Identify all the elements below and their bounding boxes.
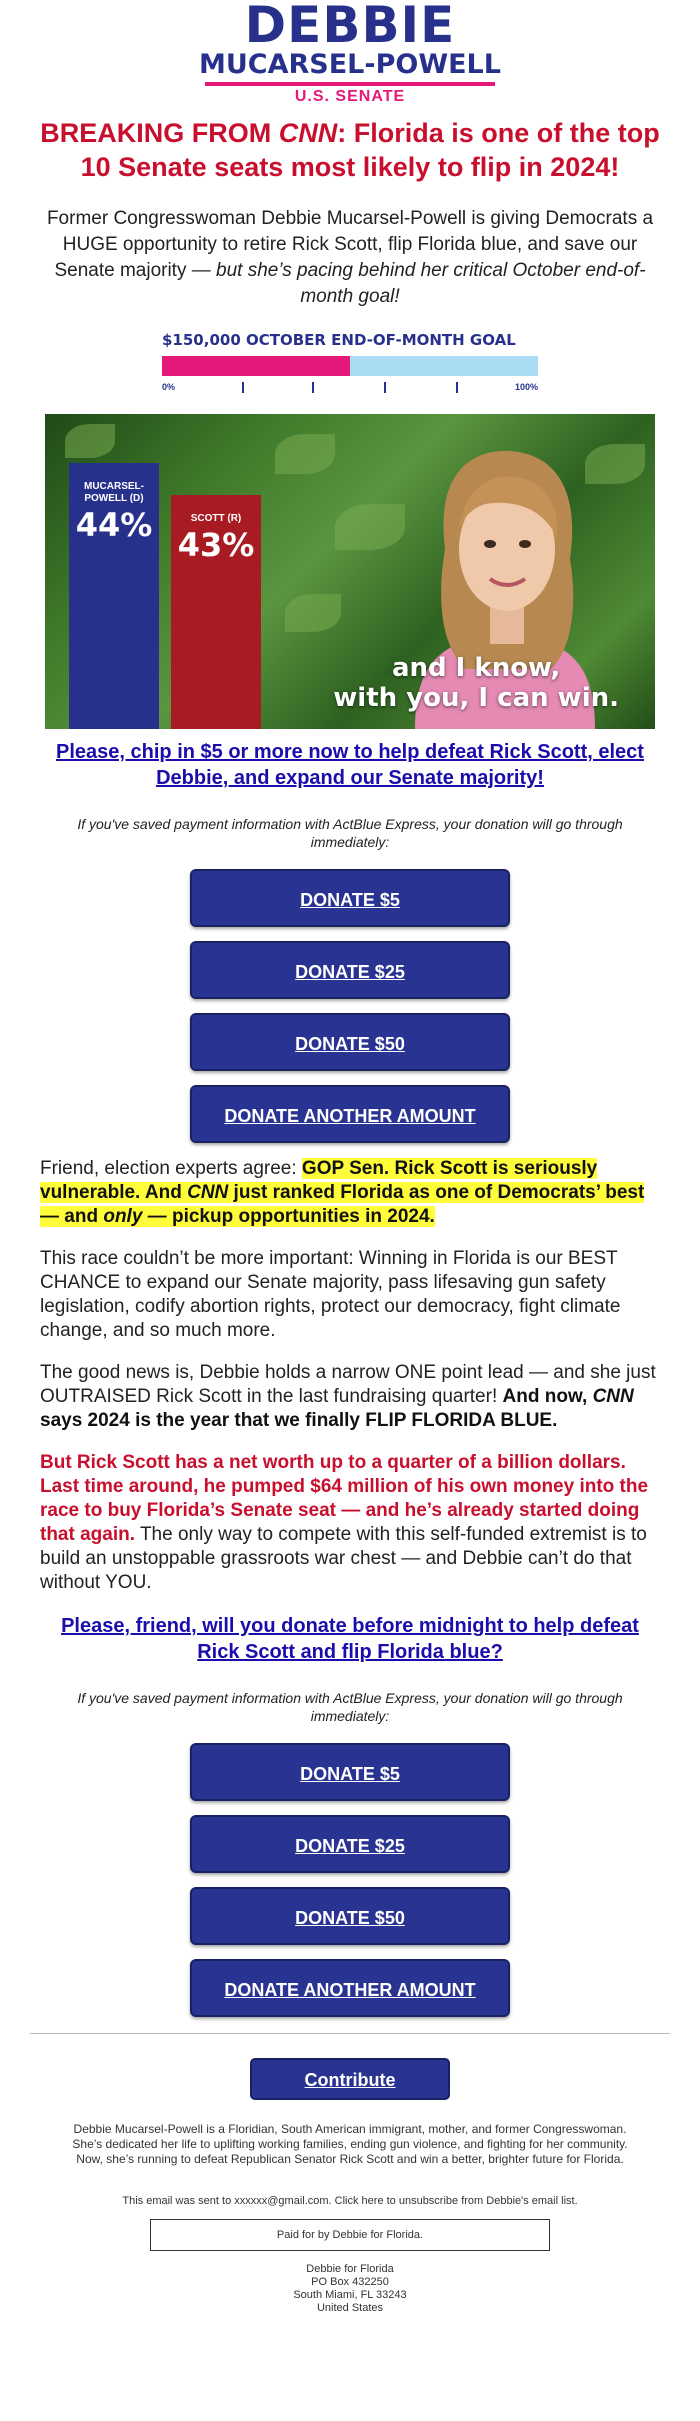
poll-name-republican: SCOTT (R)	[190, 513, 242, 524]
goal-ticks	[162, 380, 538, 400]
donate-5-button[interactable]: DONATE $5	[190, 869, 510, 927]
intro-text: Former Congresswoman Debbie Mucarsel-Powell is giving Democrats a HUGE opportunity to retire Rick Scott, flip Florida blue, and save our Senate majority —	[46, 208, 654, 281]
headline-source: CNN	[278, 118, 338, 148]
donate-link-top[interactable]: Please, chip in $5 or more now to help defeat Rick Scott, elect Debbie, and expand our Senate majority!	[56, 741, 644, 789]
goal-tick	[242, 382, 244, 393]
actblue-note-2: If you've saved payment information with ActBlue Express, your donation will go through immediately:	[77, 1690, 623, 1724]
address-line: South Miami, FL 33243	[293, 2289, 407, 2301]
foliage-decor	[65, 424, 115, 458]
poll-pct-democrat: 44%	[75, 506, 153, 544]
headline-rest: : Florida is one of the top 10 Senate seats most likely to flip in 2024!	[80, 118, 660, 182]
goal-title: $150,000 OCTOBER END-OF-MONTH GOAL	[162, 331, 516, 349]
campaign-logo	[0, 0, 700, 106]
contribute-button[interactable]: Contribute	[250, 2058, 450, 2100]
goal-tick	[456, 382, 458, 393]
hero-image[interactable]	[45, 414, 655, 729]
donate-link-bottom[interactable]: Please, friend, will you donate before midnight to help defeat Rick Scott and flip Florida blue?	[61, 1615, 639, 1663]
hero-caption	[333, 653, 619, 713]
paid-for-disclaimer: Paid for by Debbie for Florida.	[150, 2219, 550, 2251]
donate-other-button[interactable]: DONATE ANOTHER AMOUNT	[190, 1085, 510, 1143]
donate-50-button[interactable]: DONATE $50	[190, 1013, 510, 1071]
logo-office: U.S. SENATE	[294, 88, 406, 105]
address-line: PO Box 432250	[311, 2276, 389, 2288]
about-candidate: Debbie Mucarsel-Powell is a Floridian, South American immigrant, mother, and former Congresswoman. She’s dedicated her life to uplifting working families, ending gun violence, and fighting for her community. Now, she’s running to defeat Republican Senator Rick Scott and win a better, brighter future for Florida.	[72, 2122, 628, 2166]
hero-caption-line1: and I know,	[391, 653, 561, 683]
goal-tick	[384, 382, 386, 393]
donate-25-button[interactable]: DONATE $25	[190, 941, 510, 999]
headline	[0, 106, 700, 184]
body-paragraph-4: But Rick Scott has a net worth up to a quarter of a billion dollars. Last time around, he pumped $64 million of his own money into the race to buy Florida’s Senate seat — and he’s already started doing that again. The only way to compete with this self-funded extremist is to build an unstoppable grassroots war chest — and Debbie can’t do that without YOU.	[40, 1452, 649, 1593]
mailing-address	[0, 2251, 700, 2315]
unsubscribe-text[interactable]: This email was sent to xxxxxx@gmail.com. Click here to unsubscribe from Debbie's email list.	[122, 2195, 578, 2207]
highlighted-text: GOP Sen. Rick Scott is seriously vulnerable. And CNN just ranked Florida as one of Democrats’ best — and only — pickup opportunities in 2024.	[40, 1158, 645, 1227]
red-emphasis-text: But Rick Scott has a net worth up to a quarter of a billion dollars. Last time around, he pumped $64 million of his own money into the race to buy Florida’s Senate seat — and he’s already started doing that again.	[40, 1452, 649, 1545]
footer-divider	[30, 2033, 670, 2034]
logo-last-name: MUCARSEL-POWELL	[199, 49, 501, 80]
foliage-decor	[285, 594, 341, 632]
goal-progress-bar	[162, 356, 538, 376]
poll-bar-republican	[171, 495, 261, 729]
poll-pct-republican: 43%	[177, 526, 255, 564]
donate-button-group-2	[190, 1743, 510, 2017]
body-paragraph-2: This race couldn’t be more important: Winning in Florida is our BEST CHANCE to expand our Senate majority, pass lifesaving gun safety legislation, codify abortion rights, protect our democracy, fight climate change, and so much more.	[40, 1248, 621, 1341]
goal-start-label: 0%	[162, 382, 176, 392]
goal-tick	[312, 382, 314, 393]
logo-divider	[205, 82, 495, 86]
intro-paragraph	[0, 184, 700, 310]
donate-25-button-2[interactable]: DONATE $25	[190, 1815, 510, 1873]
goal-tracker	[162, 330, 538, 400]
headline-prefix: BREAKING FROM	[40, 118, 279, 148]
donate-50-button-2[interactable]: DONATE $50	[190, 1887, 510, 1945]
goal-progress-fill	[162, 356, 350, 376]
donate-button-group	[190, 869, 510, 1143]
address-line: Debbie for Florida	[306, 2263, 394, 2275]
hero-caption-line2: with you, I can win.	[333, 683, 619, 713]
body-paragraph-3: The good news is, Debbie holds a narrow ONE point lead — and she just OUTRAISED Rick Scott in the last fundraising quarter! And now, CNN says 2024 is the year that we finally FLIP FLORIDA BLUE.	[40, 1362, 656, 1431]
address-line: United States	[316, 2302, 384, 2314]
poll-bar-democrat	[69, 463, 159, 729]
logo-first-name: DEBBIE	[244, 0, 456, 54]
intro-italic: but she’s pacing behind her critical October end-of-month goal!	[216, 260, 646, 307]
goal-progress-remaining	[350, 356, 538, 376]
foliage-decor	[275, 434, 335, 474]
actblue-note: If you've saved payment information with ActBlue Express, your donation will go through immediately:	[77, 816, 623, 850]
donate-other-button-2[interactable]: DONATE ANOTHER AMOUNT	[190, 1959, 510, 2017]
poll-name-democrat: MUCARSEL- POWELL (D)	[84, 481, 144, 504]
goal-end-label: 100%	[514, 382, 538, 392]
body-paragraph-1: Friend, election experts agree: GOP Sen. Rick Scott is seriously vulnerable. And CNN just ranked Florida as one of Democrats’ best — and only — pickup opportunities in 2024.	[40, 1158, 645, 1227]
donate-5-button-2[interactable]: DONATE $5	[190, 1743, 510, 1801]
